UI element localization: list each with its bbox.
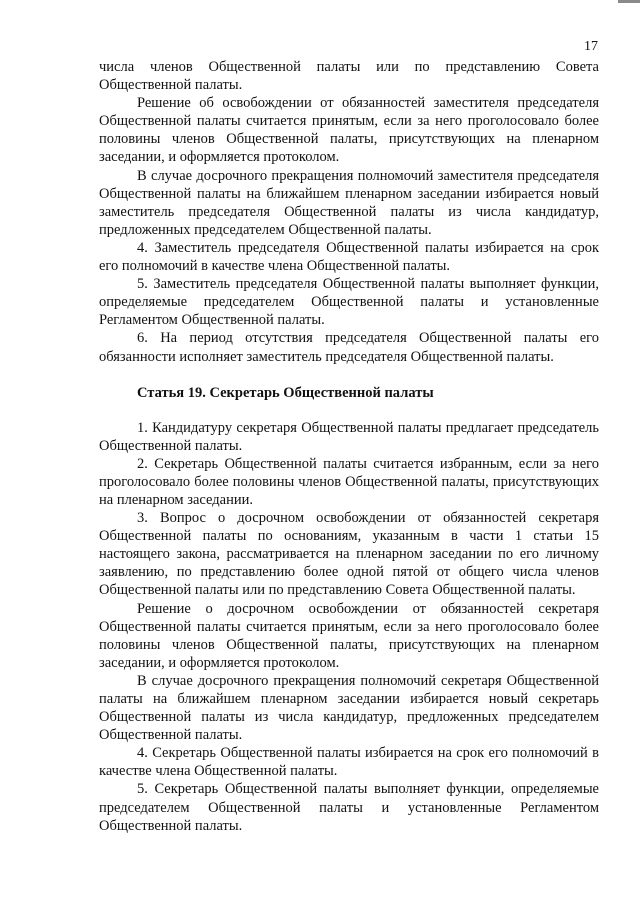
paragraph: 2. Секретарь Общественной палаты считается избранным, если за него проголосовало более половины членов Общественной палаты, присутствующих на пленарном заседании. [99, 455, 599, 508]
paragraph: 5. Заместитель председателя Общественной палаты выполняет функции, определяемые председателем Общественной палаты и установленные Регламентом Общественной палаты. [99, 276, 599, 329]
paragraph: Решение об освобождении от обязанностей заместителя председателя Общественной палаты считается принятым, если за него проголосовало более половины членов Общественной палаты, присутствующих на пленарном заседании, и оформляется протоколом. [99, 95, 599, 166]
paragraph: Решение о досрочном освобождении от обязанностей секретаря Общественной палаты считается принятым, если за него проголосовало более половины членов Общественной палаты, присутствующих на пленарном заседании, и оформляется протоколом. [99, 600, 599, 671]
paragraph: В случае досрочного прекращения полномочий секретаря Общественной палаты на ближайшем пленарном заседании избирается новый секретарь Общественной палаты из числа кандидатур, предложенных председателем Общественной палаты. [99, 672, 599, 744]
paragraph: числа членов Общественной палаты или по представлению Совета Общественной палаты. [99, 59, 599, 94]
paragraph: 1. Кандидатуру секретаря Общественной палаты предлагает председатель Общественной палаты. [99, 419, 599, 454]
paragraph: В случае досрочного прекращения полномочий заместителя председателя Общественной палаты на ближайшем пленарном заседании избирается новый заместитель председателя Общественной палаты из числа кандидатур, предложенных председателем Общественной палаты. [99, 167, 599, 238]
paragraph: 4. Заместитель председателя Общественной палаты избирается на срок его полномочий в качестве члена Общественной палаты. [99, 239, 599, 275]
paragraph: 4. Секретарь Общественной палаты избирается на срок его полномочий в качестве члена Общественной палаты. [99, 745, 599, 780]
paragraph: 6. На период отсутствия председателя Общественной палаты его обязанности исполняет заместитель председателя Общественной палаты. [99, 330, 599, 365]
article-heading: Статья 19. Секретарь Общественной палаты [137, 384, 434, 401]
page-number: 17 [584, 39, 598, 54]
paragraph: 3. Вопрос о досрочном освобождении от обязанностей секретаря Общественной палаты по основаниям, указанным в части 1 статьи 15 настоящего закона, рассматривается на пленарном заседании по его личному заявлению, по представлению более одной пятой от общего числа членов Общественной палаты или по представлению Совета Общественной палаты. [99, 510, 599, 599]
document-body [99, 58, 599, 835]
scan-corner-mark [618, 0, 640, 3]
paragraph: 5. Секретарь Общественной палаты выполняет функции, определяемые председателем Общественной палаты и установленные Регламентом Общественной палаты. [99, 781, 599, 834]
